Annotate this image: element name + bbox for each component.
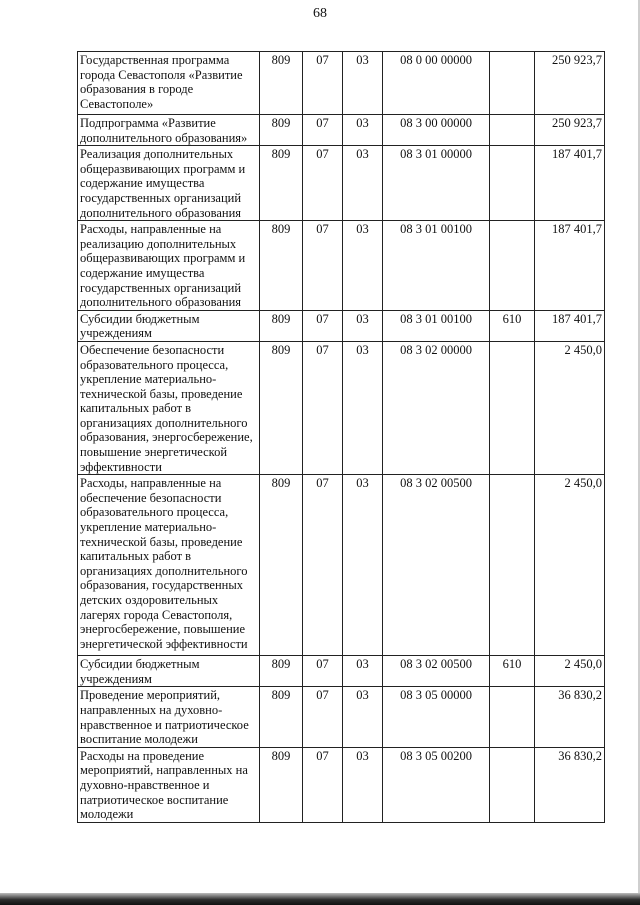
page-number: 68 (313, 6, 327, 21)
row-grbs: 809 (260, 146, 303, 221)
row-name: Реализация дополнительных общеразвивающих программ и содержание имущества государственных организаций дополнительного образования (78, 146, 260, 221)
row-name: Государственная программа города Севастополя «Развитие образования в городе Севастополе» (78, 52, 260, 115)
row-name: Расходы на проведение мероприятий, направленных на духовно-нравственное и патриотическое воспитание молодежи (78, 747, 260, 822)
row-expense-type (490, 747, 535, 822)
row-amount: 250 923,7 (535, 115, 605, 146)
row-expense-type (490, 52, 535, 115)
row-section: 07 (303, 341, 343, 474)
row-section: 07 (303, 656, 343, 687)
row-grbs: 809 (260, 475, 303, 656)
row-name: Обеспечение безопасности образовательного процесса, укрепление материально-технической базы, проведение капитальных работ в организациях дополнительного образования, энергосбережение, повышение энергетической эффективности (78, 341, 260, 474)
row-expense-type (490, 115, 535, 146)
budget-table (77, 51, 605, 823)
row-expense-type (490, 221, 535, 311)
row-subsection: 03 (343, 52, 383, 115)
row-section: 07 (303, 52, 343, 115)
table-row (78, 115, 605, 146)
row-expense-type: 610 (490, 310, 535, 341)
row-subsection: 03 (343, 115, 383, 146)
row-name: Субсидии бюджетным учреждениям (78, 656, 260, 687)
row-amount: 187 401,7 (535, 146, 605, 221)
row-name: Подпрограмма «Развитие дополнительного образования» (78, 115, 260, 146)
row-expense-type (490, 687, 535, 747)
table-row (78, 475, 605, 656)
row-amount: 250 923,7 (535, 52, 605, 115)
row-section: 07 (303, 221, 343, 311)
row-amount: 187 401,7 (535, 310, 605, 341)
row-name: Расходы, направленные на реализацию дополнительных общеразвивающих программ и содержание имущества государственных организаций дополнительного образования (78, 221, 260, 311)
table-row (78, 341, 605, 474)
row-target-article: 08 3 01 00100 (383, 310, 490, 341)
row-target-article: 08 3 05 00000 (383, 687, 490, 747)
row-name: Расходы, направленные на обеспечение безопасности образовательного процесса, укрепление материально-технической базы, проведение капитальных работ в организациях дополнительного образования, государственных детских оздоровительных лагерях города Севастополя, энергосбережение, повышение энергетической эффективности (78, 475, 260, 656)
row-section: 07 (303, 146, 343, 221)
row-subsection: 03 (343, 341, 383, 474)
row-target-article: 08 3 01 00100 (383, 221, 490, 311)
row-section: 07 (303, 310, 343, 341)
row-grbs: 809 (260, 115, 303, 146)
row-section: 07 (303, 475, 343, 656)
table-row (78, 656, 605, 687)
row-target-article: 08 0 00 00000 (383, 52, 490, 115)
row-subsection: 03 (343, 146, 383, 221)
table-row (78, 146, 605, 221)
row-subsection: 03 (343, 687, 383, 747)
row-subsection: 03 (343, 656, 383, 687)
row-section: 07 (303, 687, 343, 747)
table-row (78, 52, 605, 115)
row-grbs: 809 (260, 310, 303, 341)
row-amount: 187 401,7 (535, 221, 605, 311)
row-section: 07 (303, 115, 343, 146)
row-target-article: 08 3 00 00000 (383, 115, 490, 146)
row-grbs: 809 (260, 656, 303, 687)
scan-edge-bottom (0, 893, 640, 905)
row-target-article: 08 3 02 00500 (383, 475, 490, 656)
budget-table-body (78, 52, 605, 823)
row-amount: 2 450,0 (535, 475, 605, 656)
row-expense-type: 610 (490, 656, 535, 687)
row-expense-type (490, 475, 535, 656)
row-target-article: 08 3 05 00200 (383, 747, 490, 822)
row-target-article: 08 3 02 00500 (383, 656, 490, 687)
row-target-article: 08 3 02 00000 (383, 341, 490, 474)
table-row (78, 310, 605, 341)
row-expense-type (490, 146, 535, 221)
row-expense-type (490, 341, 535, 474)
table-row (78, 221, 605, 311)
row-grbs: 809 (260, 52, 303, 115)
row-amount: 36 830,2 (535, 687, 605, 747)
row-subsection: 03 (343, 475, 383, 656)
row-amount: 36 830,2 (535, 747, 605, 822)
table-row (78, 747, 605, 822)
row-amount: 2 450,0 (535, 656, 605, 687)
row-amount: 2 450,0 (535, 341, 605, 474)
row-target-article: 08 3 01 00000 (383, 146, 490, 221)
row-subsection: 03 (343, 221, 383, 311)
row-name: Субсидии бюджетным учреждениям (78, 310, 260, 341)
row-subsection: 03 (343, 310, 383, 341)
row-grbs: 809 (260, 687, 303, 747)
row-grbs: 809 (260, 221, 303, 311)
row-grbs: 809 (260, 341, 303, 474)
row-grbs: 809 (260, 747, 303, 822)
row-subsection: 03 (343, 747, 383, 822)
row-name: Проведение мероприятий, направленных на духовно-нравственное и патриотическое воспитание молодежи (78, 687, 260, 747)
table-row (78, 687, 605, 747)
row-section: 07 (303, 747, 343, 822)
